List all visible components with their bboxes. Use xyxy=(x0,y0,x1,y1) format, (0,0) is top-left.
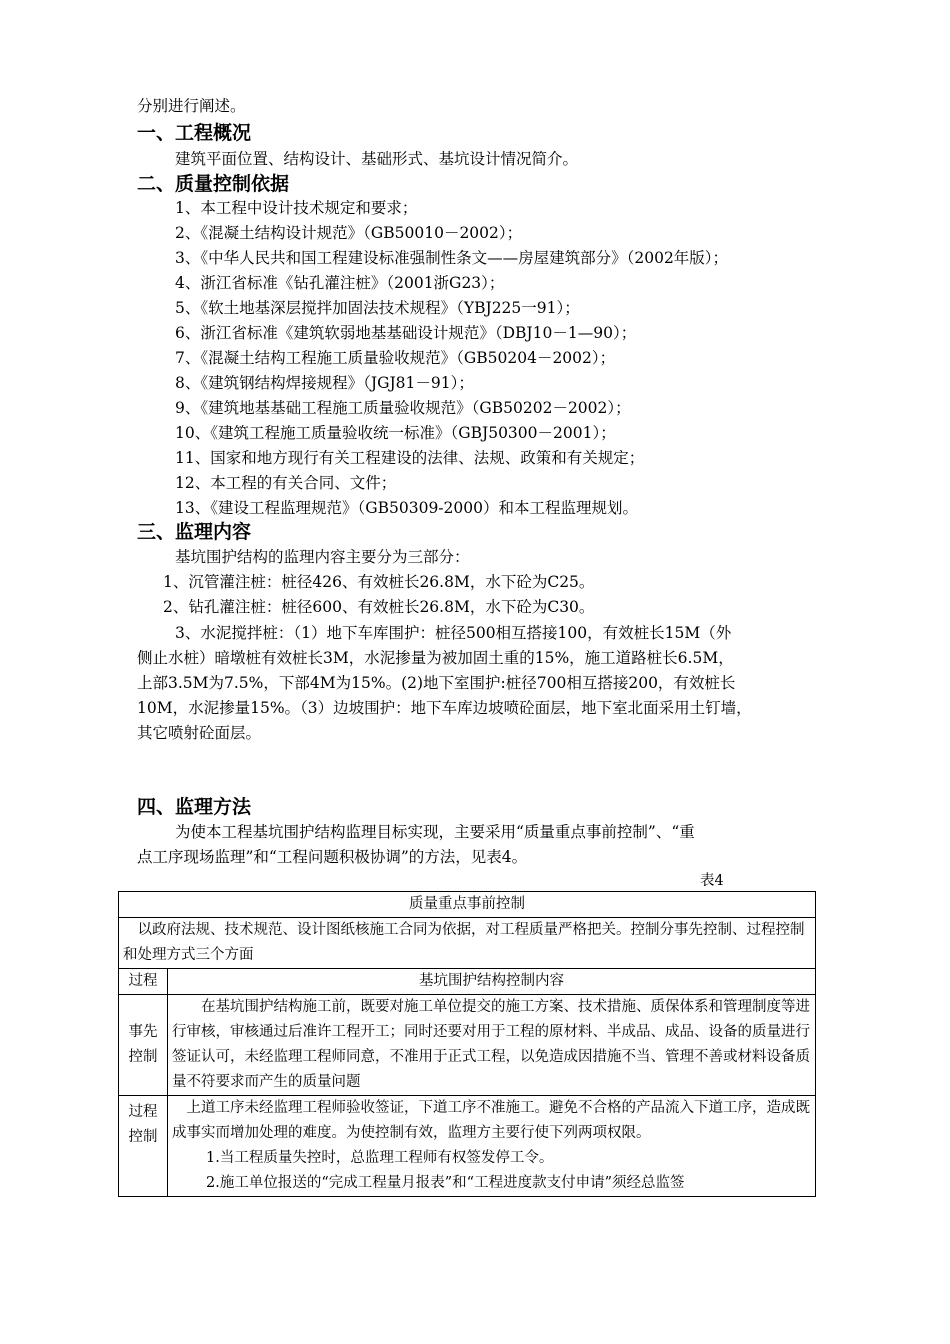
column-header-process: 过程 xyxy=(119,969,168,995)
basis-item: 9、《建筑地基基础工程施工质量验收规范》（GB50202－2002）； xyxy=(175,399,631,417)
content-item-3-line: 侧止水桩）暗墩桩有效桩长3M，水泥掺量为被加固土重的15%，施工道路桩长6.5M， xyxy=(137,649,734,667)
row-text-advance: 在基坑围护结构施工前，既要对施工单位提交的施工方案、技术措施、质保体系和管理制度等进行审核，审核通过后准许工程开工；同时还要对用于工程的原材料、半成品、成品、设备的质量进行签证认可，未经监理工程师同意，不准用于正式工程，以免造成因措施不当、管理不善或材料设备质量不符要求而产生的质量问题 xyxy=(168,995,816,1096)
section-1-heading: 一、工程概况 xyxy=(137,122,252,144)
row-text-process: 上道工序未经监理工程师验收签证，下道工序不准施工。避免不合格的产品流入下道工序，造成既成事实而增加处理的难度。为使控制有效，监理方主要行使下列两项权限。 xyxy=(172,1100,810,1141)
row-label-advance xyxy=(119,995,168,1096)
content-item-1: 1、沉管灌注桩：桩径426、有效桩长26.8M，水下砼为C25。 xyxy=(163,573,595,591)
basis-item: 2、《混凝土结构设计规范》（GB50010－2002）； xyxy=(175,224,523,242)
content-item-3-line: 上部3.5M为7.5%，下部4M为15%。(2)地下室围护:桩径700相互搭接200，有效桩长 xyxy=(137,674,736,692)
basis-item: 7、《混凝土结构工程施工质量验收规范》（GB50204－2002）； xyxy=(175,349,616,367)
content-item-3-line: 10M，水泥掺量15%。（3）边坡围护：地下车库边坡喷砼面层，地下室北面采用土钉墙， xyxy=(137,699,752,717)
content-item-2: 2、钻孔灌注桩：桩径600、有效桩长26.8M，水下砼为C30。 xyxy=(163,598,595,616)
basis-item: 3、《中华人民共和国工程建设标准强制性条文——房屋建筑部分》（2002年版）； xyxy=(175,249,729,267)
row-label-advance-text: 事先控制 xyxy=(128,1024,158,1065)
table-intro: 以政府法规、技术规范、设计图纸核施工合同为依据，对工程质量严格把关。控制分事先控制、过程控制和处理方式三个方面 xyxy=(119,918,816,969)
intro-text: 分别进行阐述。 xyxy=(137,97,246,115)
section-1-body: 建筑平面位置、结构设计、基础形式、基坑设计情况简介。 xyxy=(175,150,579,168)
section-4-heading: 四、监理方法 xyxy=(137,796,252,818)
row-label-process-text: 过程控制 xyxy=(128,1104,158,1145)
content-item-3-line: 3、水泥搅拌桩：（1）地下车库围护：桩径500相互搭接100，有效桩长15M（外 xyxy=(175,624,732,642)
basis-item: 8、《建筑钢结构焊接规程》（JGJ81－91）； xyxy=(175,374,474,392)
basis-item: 11、国家和地方现行有关工程建设的法律、法规、政策和有关规定； xyxy=(175,449,645,467)
section-4-body-line: 点工序现场监理”和“工程问题积极协调”的方法，见表4。 xyxy=(137,848,528,866)
basis-item: 12、本工程的有关合同、文件； xyxy=(175,474,397,492)
process-item-1: 1.当工程质量失控时，总监理工程师有权签发停工令。 xyxy=(206,1150,554,1166)
table-title: 质量重点事前控制 xyxy=(119,892,816,918)
section-2-heading: 二、质量控制依据 xyxy=(137,173,290,195)
basis-item: 6、浙江省标准《建筑软弱地基基础设计规范》（DBJ10－1—90）； xyxy=(175,324,637,342)
control-table xyxy=(118,891,816,1197)
column-header-content: 基坑围护结构控制内容 xyxy=(168,969,816,995)
basis-item: 10、《建筑工程施工质量验收统一标准》（GBJ50300－2001）； xyxy=(175,424,616,442)
basis-item: 5、《软土地基深层搅拌加固法技术规程》（YBJ225一91）； xyxy=(175,299,580,317)
section-3-heading: 三、监理内容 xyxy=(137,521,252,543)
content-item-3-line: 其它喷射砼面层。 xyxy=(137,724,262,742)
process-item-2: 2.施工单位报送的“完成工程量月报表”和“工程进度款支付申请”须经总监签 xyxy=(206,1175,685,1191)
basis-item: 13、《建设工程监理规范》（GB50309-2000）和本工程监理规划。 xyxy=(175,499,638,517)
table-label: 表4 xyxy=(700,873,724,889)
section-3-lead: 基坑围护结构的监理内容主要分为三部分： xyxy=(175,548,470,566)
section-4-body-line: 为使本工程基坑围护结构监理目标实现，主要采用“质量重点事前控制”、“重 xyxy=(175,823,695,841)
basis-item: 1、本工程中设计技术规定和要求； xyxy=(175,199,418,217)
row-label-process xyxy=(119,1096,168,1197)
basis-item: 4、浙江省标准《钻孔灌注桩》（2001浙G23）； xyxy=(175,274,505,292)
row-cell-process xyxy=(168,1096,816,1197)
